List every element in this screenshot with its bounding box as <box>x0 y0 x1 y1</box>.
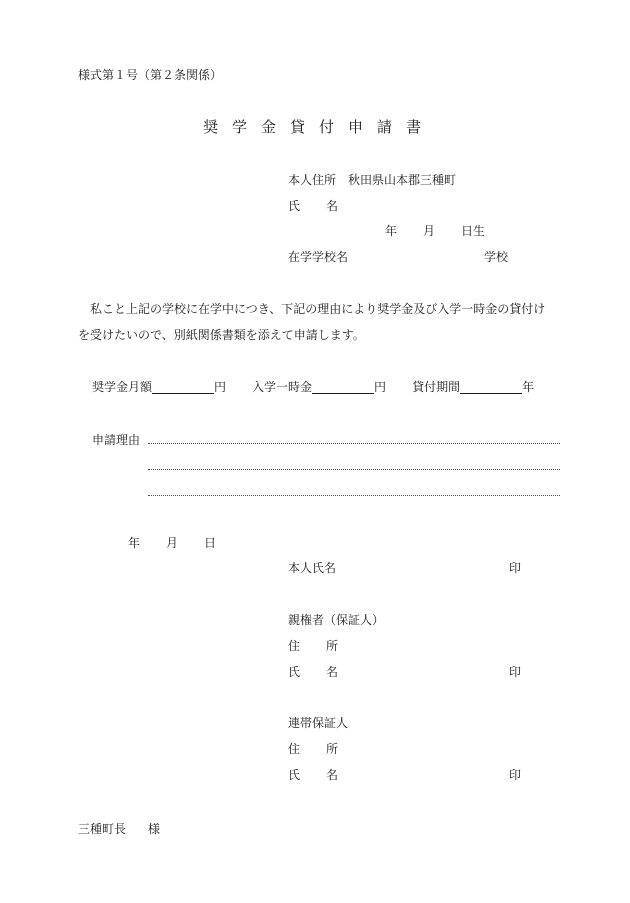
form-number: 様式第１号（第２条関係） <box>78 68 223 82</box>
guardian-name-label-2: 名 <box>326 665 339 679</box>
loan-period-unit: 年 <box>522 380 535 394</box>
applicant-signature-label: 本人氏名 <box>288 561 337 575</box>
guarantor-heading: 連帯保証人 <box>288 716 349 730</box>
guarantor-address-row <box>288 742 338 756</box>
applicant-address-value: 秋田県山本郡三種町 <box>348 173 457 187</box>
guarantor-name-row <box>288 768 338 782</box>
addressee <box>78 822 160 836</box>
guardian-seal: 印 <box>509 665 522 679</box>
addressee-mayor: 三種町長 <box>78 822 127 836</box>
guarantor-seal: 印 <box>509 768 522 782</box>
reason-label: 申請理由 <box>92 433 141 447</box>
guardian-name-row <box>288 665 338 679</box>
reason-line-1[interactable] <box>148 443 560 444</box>
applicant-name-label-2: 名 <box>326 199 339 213</box>
birth-year-label: 年 <box>385 224 398 238</box>
page-title: 奨学金貸付申請書 <box>203 118 436 136</box>
school-suffix: 学校 <box>484 250 509 264</box>
birthdate-row <box>385 224 485 238</box>
amounts-row <box>92 380 534 394</box>
reason-line-2[interactable] <box>148 469 560 470</box>
birth-day-label: 日生 <box>461 224 486 238</box>
reason-line-3[interactable] <box>148 495 560 496</box>
monthly-amount-field[interactable] <box>152 381 214 394</box>
entrance-fund-field[interactable] <box>312 381 374 394</box>
guardian-address-row <box>288 639 338 653</box>
body-text-line-1: 私こと上記の学校に在学中につき、下記の理由により奨学金及び入学一時金の貸付け <box>90 302 546 316</box>
guardian-address-label-2: 所 <box>326 639 339 653</box>
applicant-address-row <box>288 173 456 187</box>
guardian-name-label-1: 氏 <box>288 665 301 679</box>
date-day-label: 日 <box>204 536 217 550</box>
guarantor-name-label-1: 氏 <box>288 768 301 782</box>
addressee-honorific: 様 <box>148 822 161 836</box>
school-label: 在学学校名 <box>288 250 349 264</box>
guarantor-name-label-2: 名 <box>326 768 339 782</box>
applicant-address-label: 本人住所 <box>288 173 337 187</box>
loan-period-field[interactable] <box>460 381 522 394</box>
entrance-fund-unit: 円 <box>374 380 387 394</box>
applicant-name-row <box>288 199 338 213</box>
guarantor-address-label-1: 住 <box>288 742 301 756</box>
guardian-address-label-1: 住 <box>288 639 301 653</box>
monthly-amount-label: 奨学金月額 <box>92 380 153 394</box>
guarantor-address-label-2: 所 <box>326 742 339 756</box>
applicant-seal: 印 <box>509 561 522 575</box>
birth-month-label: 月 <box>423 224 436 238</box>
loan-period-label: 貸付期間 <box>412 380 461 394</box>
applicant-name-label-1: 氏 <box>288 199 301 213</box>
date-month-label: 月 <box>166 536 179 550</box>
entrance-fund-label: 入学一時金 <box>252 380 313 394</box>
monthly-amount-unit: 円 <box>214 380 227 394</box>
body-text-line-2: を受けたいので、別紙関係書類を添えて申請します。 <box>78 328 365 342</box>
date-year-label: 年 <box>128 536 141 550</box>
application-date-row <box>128 536 216 550</box>
guardian-heading: 親権者（保証人） <box>288 613 385 627</box>
